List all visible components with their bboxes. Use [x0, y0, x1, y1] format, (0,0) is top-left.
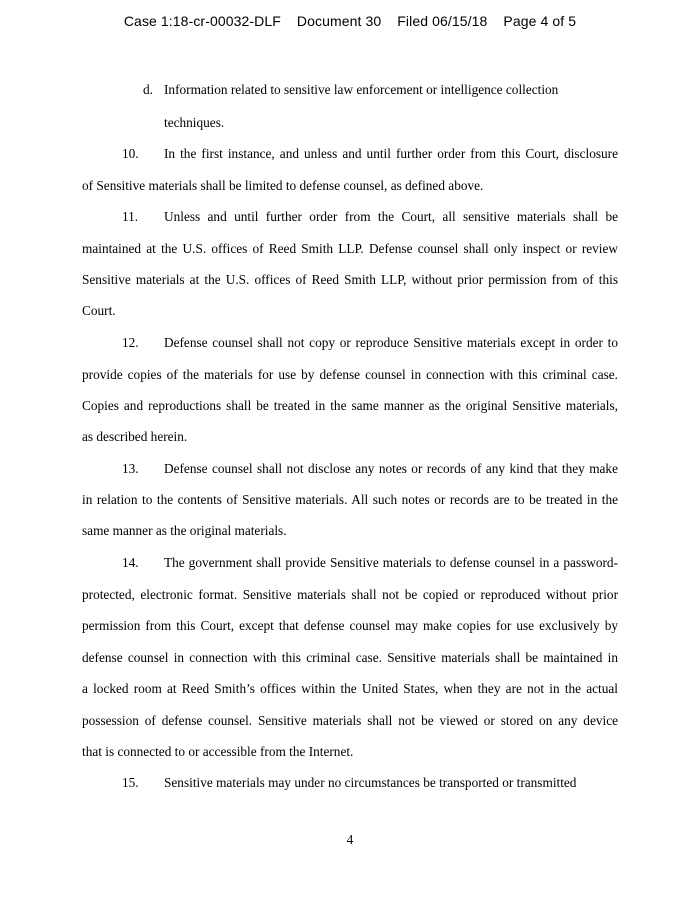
paragraph-line: Sensitive materials at the U.S. offices of Reed Smith LLP, without prior permission from of this	[82, 272, 618, 287]
paragraph-number: 14.	[122, 555, 139, 570]
page-indicator: Page 4 of 5	[503, 13, 577, 29]
paragraph-line: protected, electronic format. Sensitive materials shall not be copied or reproduced without prior	[82, 587, 618, 602]
paragraph-number: 11.	[122, 209, 139, 224]
paragraph-first-line: Defense counsel shall not disclose any notes or records of any kind that they make	[164, 461, 618, 476]
paragraph-line: a locked room at Reed Smith’s offices within the United States, when they are not in the actual	[82, 681, 618, 696]
paragraph-first-line: In the first instance, and unless and until further order from this Court, disclosure	[164, 146, 618, 161]
paragraph-line: of Sensitive materials shall be limited to defense counsel, as defined above.	[82, 178, 484, 193]
paragraph-line: Copies and reproductions shall be treated in the same manner as the original Sensitive materials,	[82, 398, 618, 413]
paragraph-number: 13.	[122, 461, 139, 476]
paragraph-line: as described herein.	[82, 429, 188, 444]
paragraph-number: 10.	[122, 146, 139, 161]
paragraph-first-line: Unless and until further order from the Court, all sensitive materials shall be	[164, 209, 618, 224]
paragraph-first-line: The government shall provide Sensitive materials to defense counsel in a password-	[164, 555, 618, 570]
page-number: 4	[346, 832, 354, 847]
paragraph-line: permission from this Court, except that defense counsel may make copies for use exclusively by	[82, 618, 618, 633]
paragraph-line: maintained at the U.S. offices of Reed Smith LLP. Defense counsel shall only inspect or review	[82, 241, 618, 256]
paragraph-number: 12.	[122, 335, 139, 350]
filing-header	[0, 13, 700, 29]
paragraph-number: 15.	[122, 775, 139, 790]
paragraph-line: provide copies of the materials for use by defense counsel in connection with this criminal case.	[82, 367, 618, 382]
case-number: Case 1:18-cr-00032-DLF	[123, 13, 281, 29]
filed-date: Filed 06/15/18	[397, 13, 488, 29]
paragraph-line: possession of defense counsel. Sensitive materials shall not be viewed or stored on any device	[82, 713, 618, 728]
paragraph-line: in relation to the contents of Sensitive materials. All such notes or records are to be treated in the	[82, 492, 618, 507]
paragraph-line: that is connected to or accessible from the Internet.	[82, 744, 354, 759]
item-d-label: d.	[143, 82, 153, 97]
item-d-line: Information related to sensitive law enforcement or intelligence collection	[164, 82, 559, 97]
paragraph-first-line: Sensitive materials may under no circumstances be transported or transmitted	[164, 775, 577, 790]
paragraph-first-line: Defense counsel shall not copy or reproduce Sensitive materials except in order to	[164, 335, 618, 350]
paragraph-line: same manner as the original materials.	[82, 523, 287, 538]
document-number: Document 30	[296, 13, 382, 29]
paragraph-line: Court.	[82, 303, 116, 318]
item-d-line: techniques.	[164, 115, 225, 130]
paragraph-line: defense counsel in connection with this criminal case. Sensitive materials shall be maintained in	[82, 650, 618, 665]
